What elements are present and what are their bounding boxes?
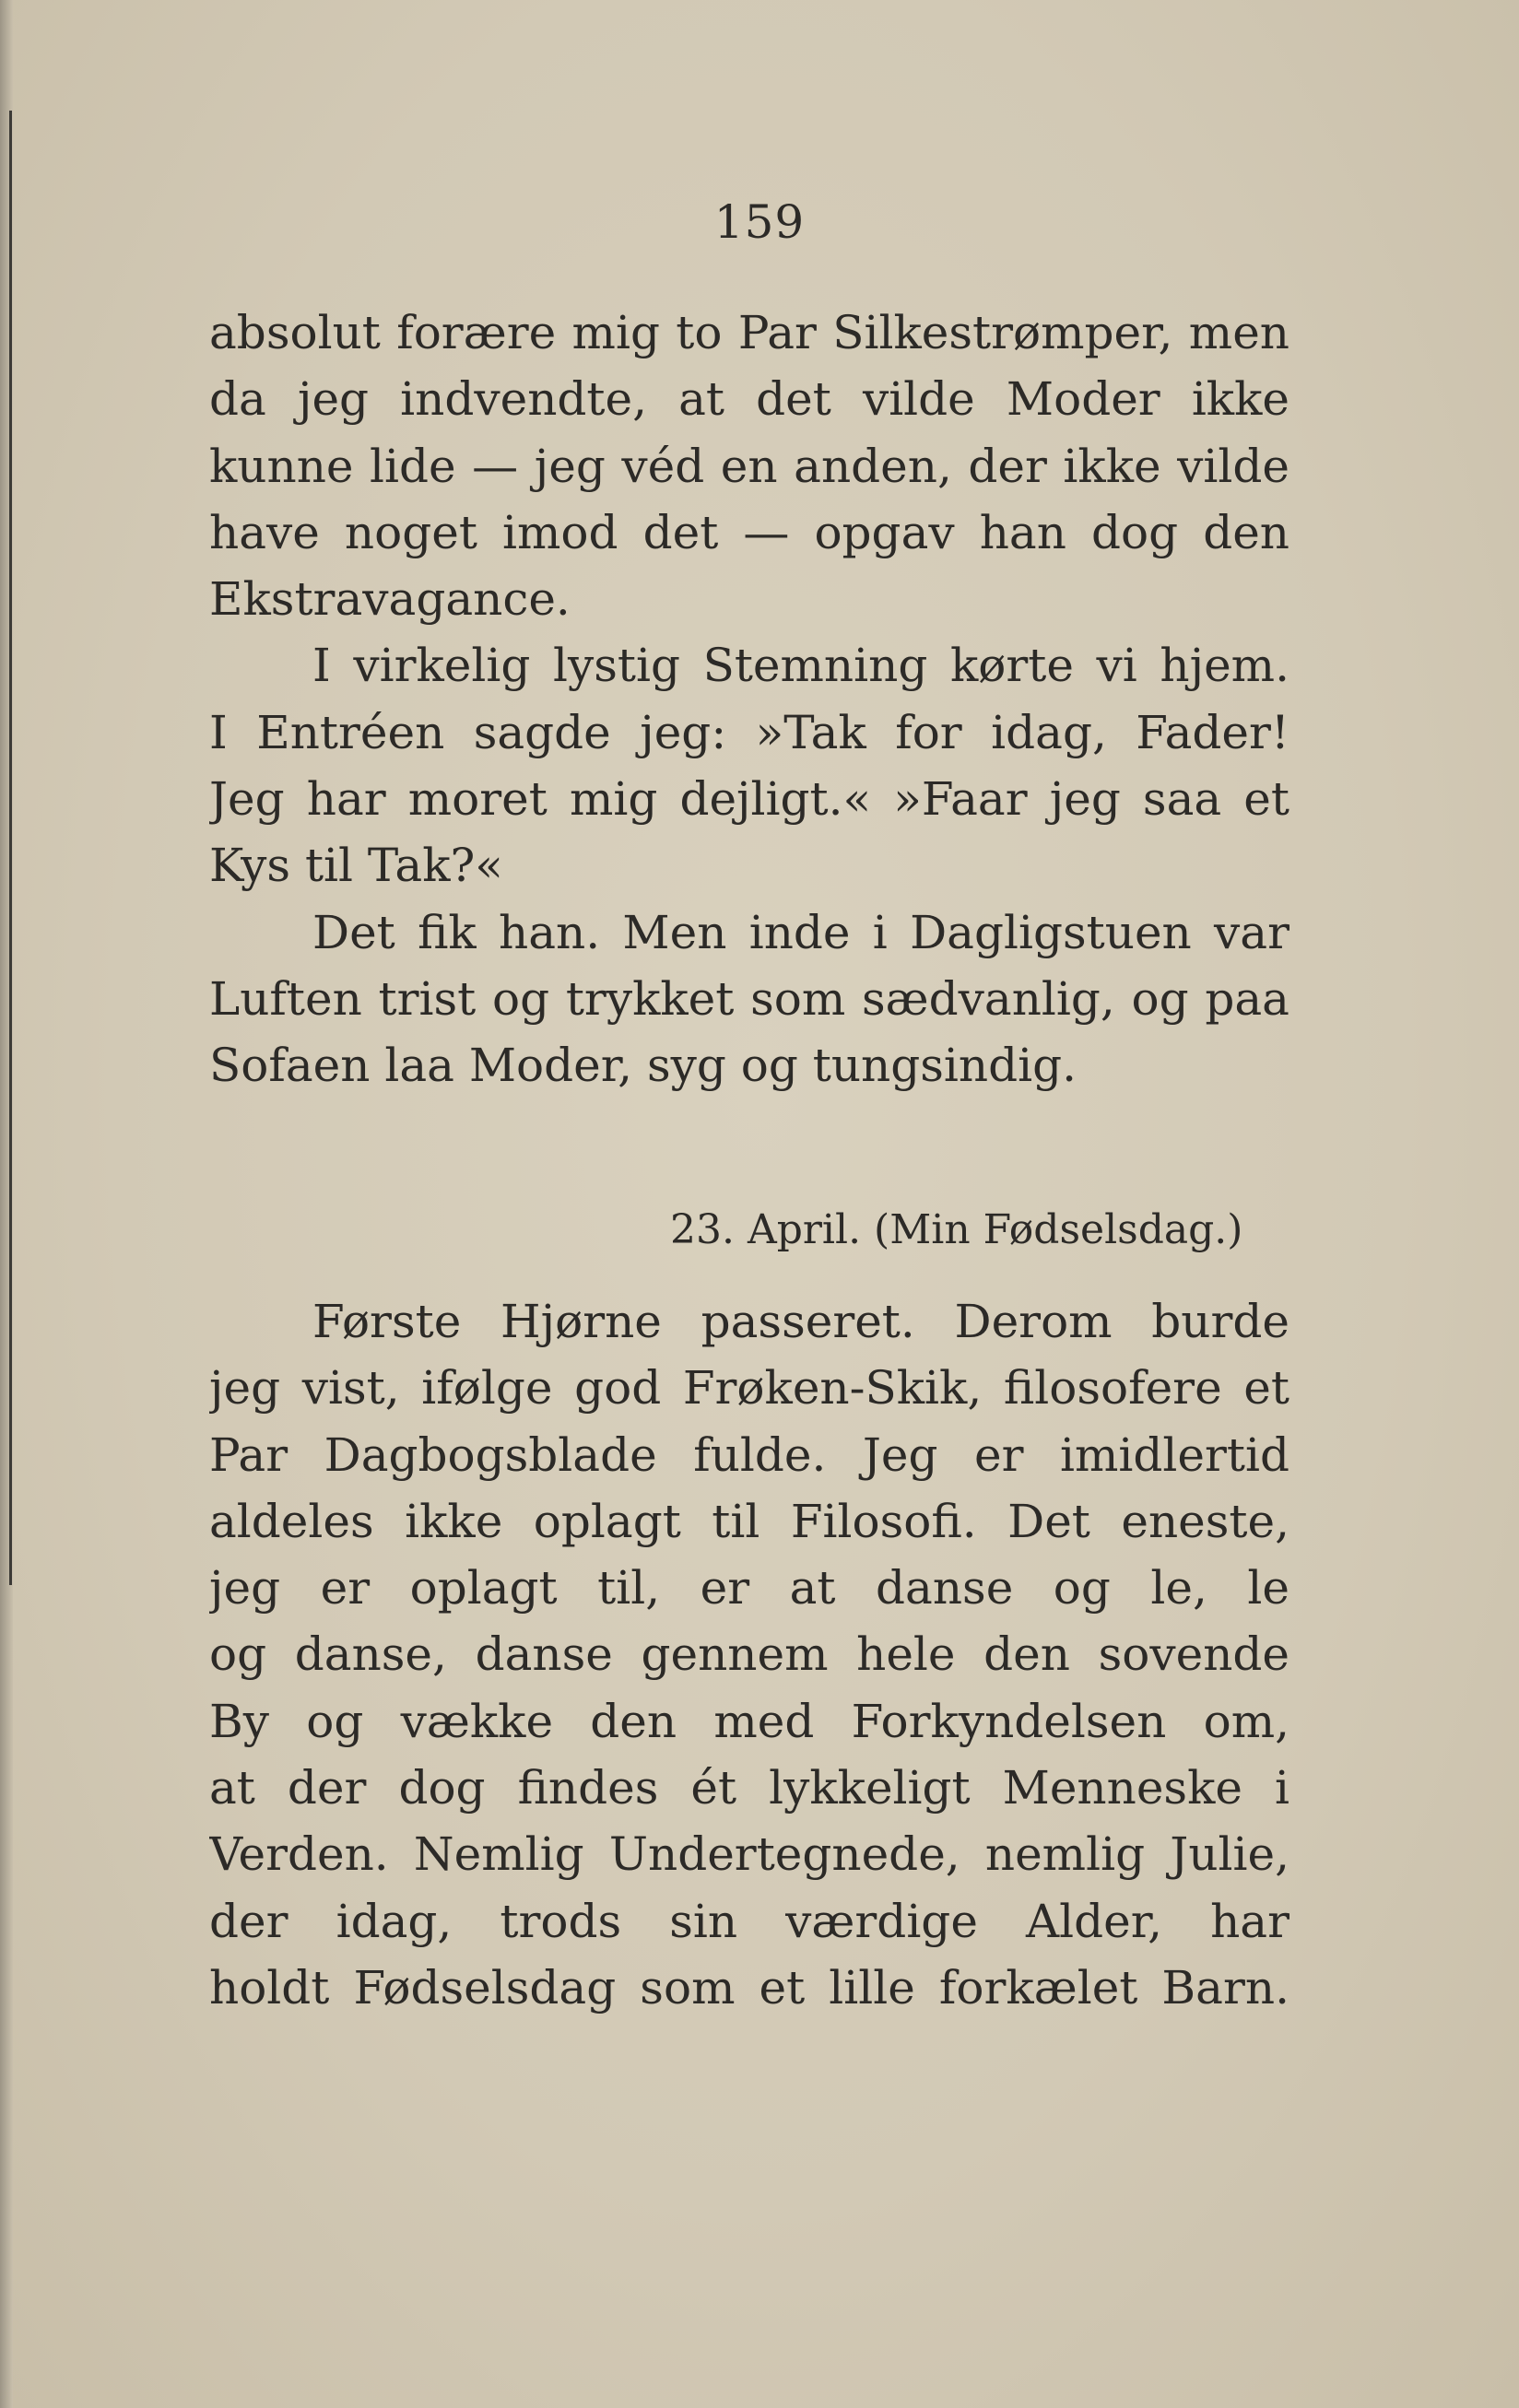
text-line: Par Dagbogsblade fulde. Jeg er imidlertid [209,1427,1289,1482]
text-block-1 [209,300,1289,1099]
text-line: Det fik han. Men inde i Dagligstuen var [312,905,1289,959]
text-line: Kys til Tak?« [209,839,503,893]
text-line: da jeg indvendte, at det vilde Moder ikke [209,372,1289,427]
text-line: Ekstravagance. [209,572,571,627]
text-line: kunne lide — jeg véd en anden, der ikke vilde [209,439,1289,493]
text-block-2 [209,1288,1289,2021]
text-line: Første Hjørne passeret. Derom burde [312,1295,1289,1348]
text-line: By og vække den med Forkyndelsen om, [209,1694,1289,1748]
text-line: jeg er oplagt til, er at danse og le, le [209,1561,1289,1615]
text-line: Verden. Nemlig Undertegnede, nemlig Julie, [209,1827,1289,1882]
text-line: aldeles ikke oplagt til Filosofi. Det eneste, [209,1494,1289,1548]
text-line: Sofaen laa Moder, syg og tungsindig. [209,1039,1077,1093]
text-line: Luften trist og trykket som sædvanlig, og paa [209,971,1289,1026]
text-line: og danse, danse gennem hele den sovende [209,1627,1289,1682]
text-line: have noget imod det — opgav han dog den [209,505,1289,559]
text-line: jeg vist, ifølge god Frøken-Skik, filosofere et [209,1361,1289,1415]
text-line: holdt Fødselsdag som et lille forkælet Barn. [209,1960,1289,2014]
text-line: der idag, trods sin værdige Alder, har [209,1894,1289,1948]
binding-shadow-line [9,111,12,1585]
page-number: 159 [713,195,806,249]
text-line: I Entréen sagde jeg: »Tak for idag, Fader! [209,705,1289,759]
diary-entry-heading: 23. April. (Min Fødselsdag.) [670,1206,1243,1253]
text-line: at der dog findes ét lykkeligt Menneske i [209,1761,1289,1815]
text-line: absolut forære mig to Par Silkestrømper, men [209,306,1289,359]
text-line: Jeg har moret mig dejligt.« »Faar jeg saa et [209,772,1289,827]
text-line: I virkelig lystig Stemning kørte vi hjem. [312,639,1289,693]
